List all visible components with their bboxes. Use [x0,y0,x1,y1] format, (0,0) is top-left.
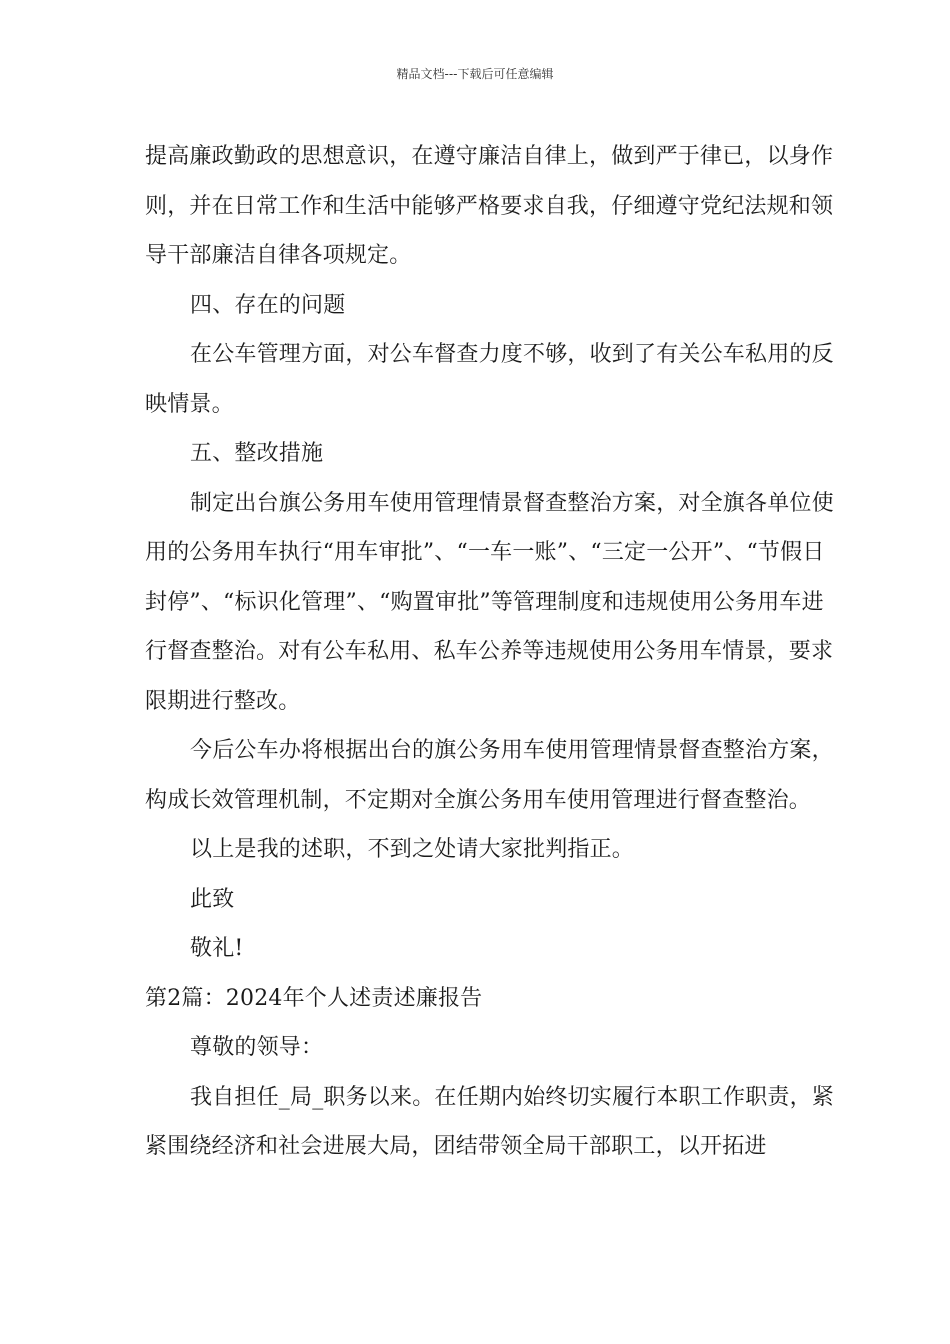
greeting: 尊敬的领导： [190,1035,324,1060]
paragraph-closing: 以上是我的述职，不到之处请大家批判指正。 [190,837,635,862]
page-header: 精品文档---下载后可任意编辑 [396,67,554,81]
salutation-cizhi: 此致 [190,886,235,912]
section-heading-problems: 四、存在的问题 [190,292,346,318]
article-title: 第2篇：2024年个人述责述廉报告 [145,985,483,1011]
section-heading-measures: 五、整改措施 [190,441,324,466]
salutation-jingli: 敬礼! [190,936,244,961]
paragraph-measures: 制定出台旗公务用车使用管理情景督查整治方案，对全旗各单位使用的公务用车执行“用车审批”、“一车一账”、“三定一公开”、“节假日封停”、“标识化管理”、“购置审批”等管理制度和违规使用公务用车进行督查整治。对有公车私用、私车公养等违规使用公务用车情景，要求限期进行整改。 [145,490,834,714]
document-body [145,132,835,1172]
paragraph-problems: 在公车管理方面，对公车督查力度不够，收到了有关公车私用的反映情景。 [145,342,834,417]
paragraph-future: 今后公车办将根据出台的旗公务用车使用管理情景督查整治方案，构成长效管理机制，不定期对全旗公务用车使用管理进行督查整治。 [145,738,834,813]
paragraph-intro: 提高廉政勤政的思想意识，在遵守廉洁自律上，做到严于律已，以身作则，并在日常工作和生活中能够严格要求自我，仔细遵守党纪法规和领导干部廉洁自律各项规定。 [145,144,834,268]
paragraph-opening: 我自担任_局_职务以来。在任期内始终切实履行本职工作职责，紧紧围绕经济和社会进展大局，团结带领全局干部职工，以开拓进 [145,1084,835,1159]
